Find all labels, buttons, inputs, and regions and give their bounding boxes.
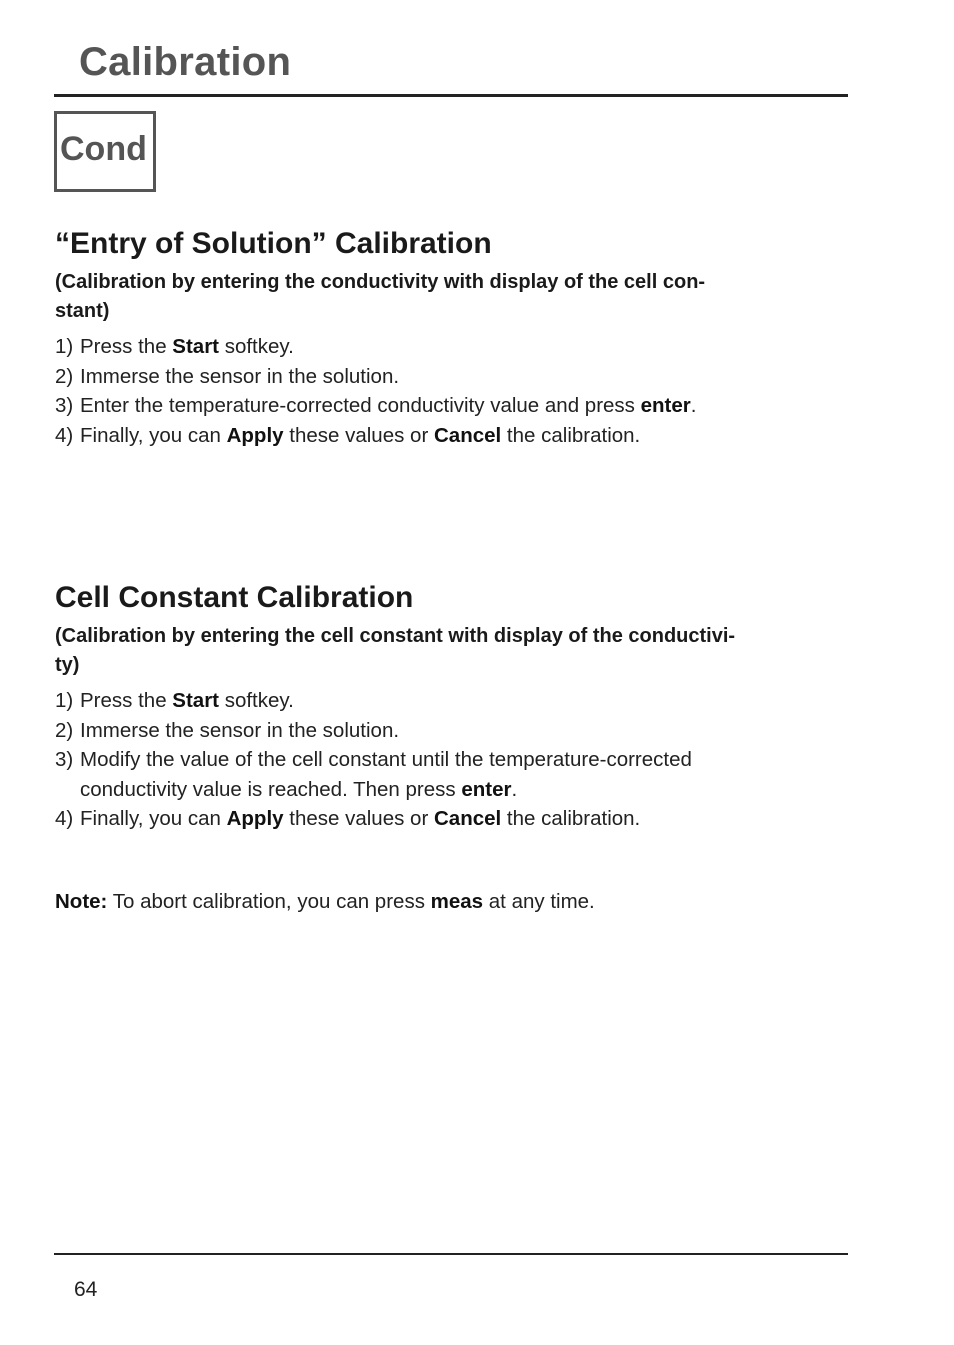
steps-list (55, 332, 845, 450)
section-subheading: (Calibration by entering the cell constant with display of the conductivi- ty) (55, 625, 736, 676)
page-title: Calibration (79, 40, 292, 84)
note-paragraph: Note: To abort calibration, you can press meas at any time. (55, 890, 595, 913)
header-rule (54, 94, 848, 97)
section-subheading: (Calibration by entering the conductivity with display of the cell con- stant) (55, 271, 706, 322)
step-item: 4) Finally, you can Apply these values or Cancel the calibration. (55, 807, 641, 830)
step-item: 2) Immerse the sensor in the solution. (55, 364, 400, 388)
note-label: Note: (55, 890, 108, 913)
footer-rule (54, 1253, 848, 1255)
step-item: 4) Finally, you can Apply these values or Cancel the calibration. (55, 423, 641, 447)
step-item: 1) Press the Start softkey. (55, 689, 294, 712)
entry-of-solution-section (55, 224, 845, 450)
step-item: 2) Immerse the sensor in the solution. (55, 718, 400, 742)
section-heading: Cell Constant Calibration (55, 581, 414, 614)
cell-constant-section (55, 578, 845, 834)
steps-list (55, 686, 845, 834)
step-item: 3) Modify the value of the cell constant until the temperature-corrected conductivity value is reached. Then press enter. (55, 748, 692, 801)
step-item: 1) Press the Start softkey. (55, 335, 294, 358)
section-tab-label: Cond (60, 130, 147, 168)
section-tab-box (54, 111, 156, 192)
step-item: 3) Enter the temperature-corrected conductivity value and press enter. (55, 394, 697, 417)
page-number: 64 (74, 1278, 98, 1301)
section-heading: “Entry of Solution” Calibration (55, 227, 492, 260)
